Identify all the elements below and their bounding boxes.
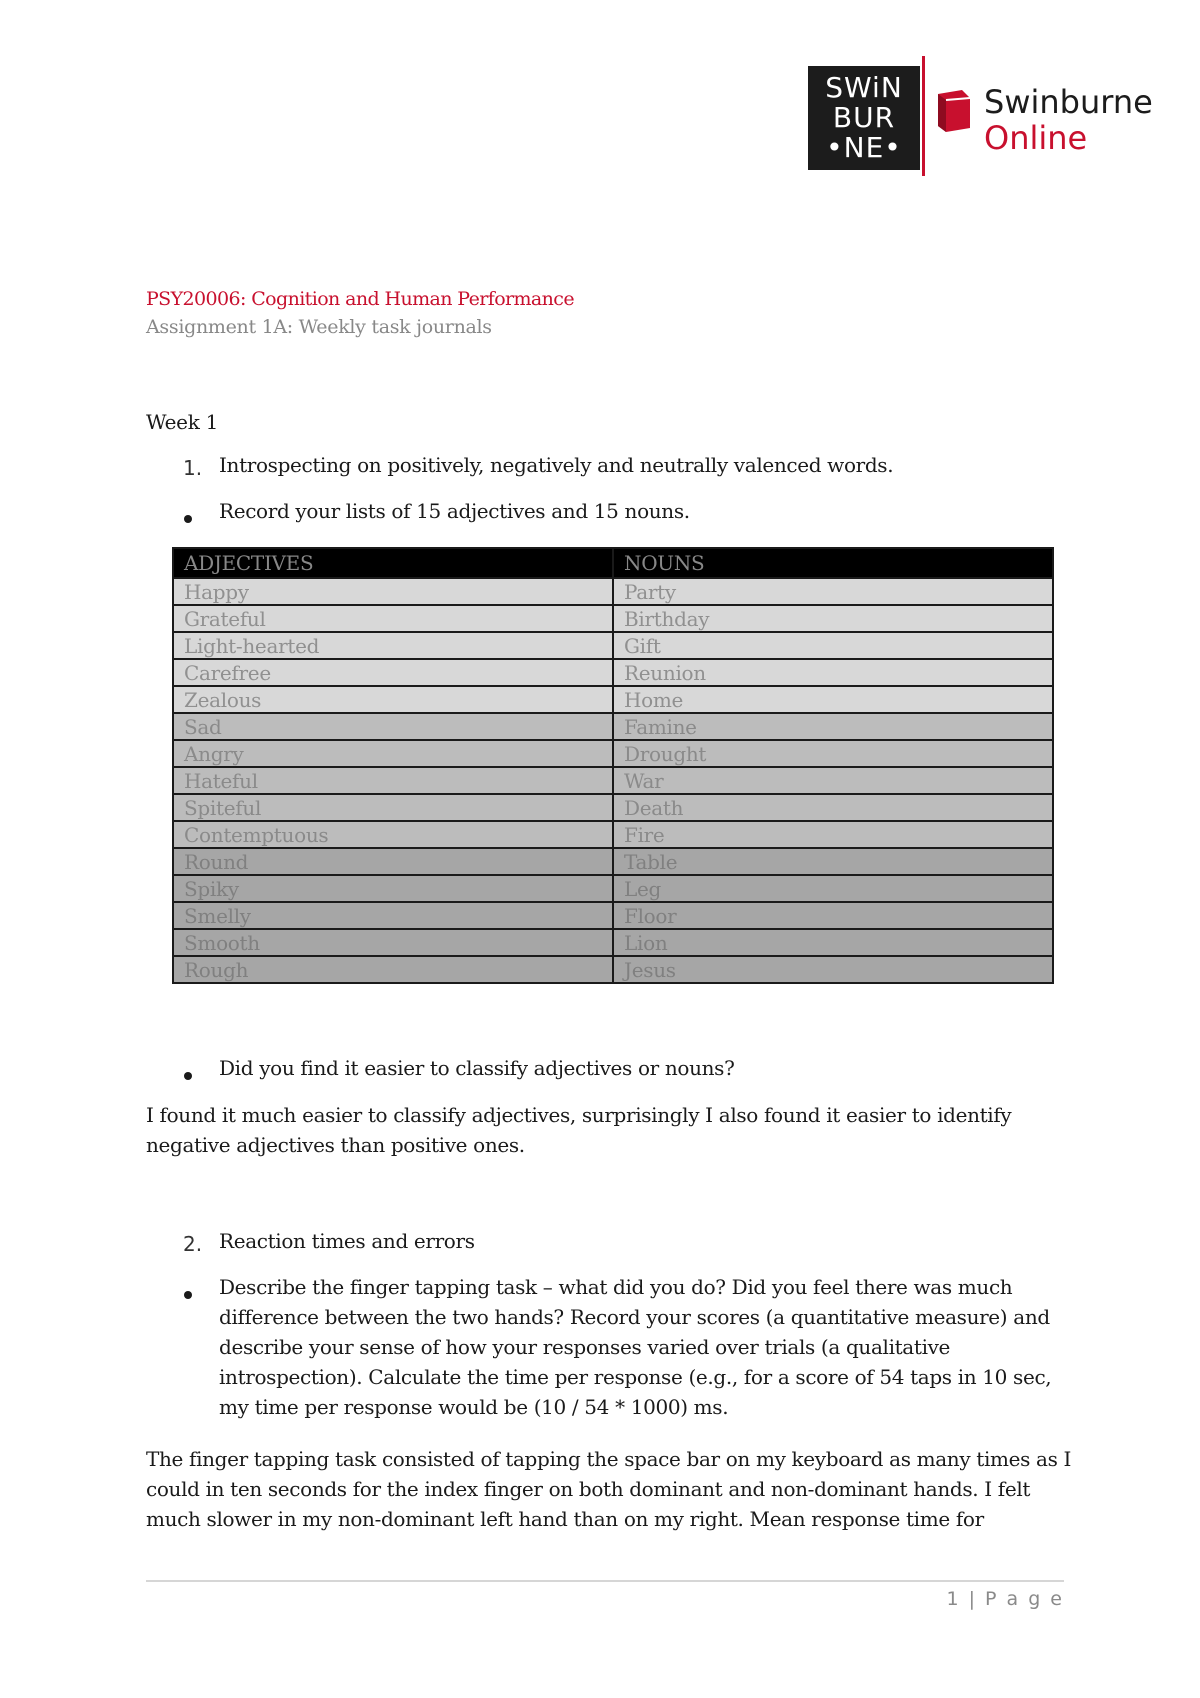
footer-divider (146, 1580, 1064, 1582)
table-cell: Angry (173, 740, 613, 767)
answer-paragraph (146, 1444, 1071, 1534)
answer-line: could in ten seconds for the index finger on both dominant and non-dominant hands. I felt (146, 1477, 1031, 1501)
crest-line: •NE• (826, 131, 902, 164)
nouns-header: NOUNS (613, 548, 1053, 578)
brand-line2: Online (984, 119, 1088, 157)
table-cell: Grateful (173, 605, 613, 632)
table-cell: Famine (613, 713, 1053, 740)
table-cell: Zealous (173, 686, 613, 713)
section-number: 1. (183, 456, 203, 480)
bullet-icon (184, 515, 192, 523)
table-cell: Gift (613, 632, 1053, 659)
table-row (173, 956, 1053, 983)
table-cell: Birthday (613, 605, 1053, 632)
table-cell: Light-hearted (173, 632, 613, 659)
week-heading: Week 1 (146, 410, 218, 434)
adjectives-header: ADJECTIVES (173, 548, 613, 578)
answer-line: I found it much easier to classify adjectives, surprisingly I also found it easier to identify (146, 1103, 1012, 1127)
table-cell: Happy (173, 578, 613, 605)
table-row (173, 632, 1053, 659)
crest-line: SWiN (825, 71, 903, 104)
bullet-line: describe your sense of how your responses varied over trials (a qualitative (219, 1335, 951, 1359)
bullet-line: introspection). Calculate the time per response (e.g., for a score of 54 taps in 10 sec, (219, 1365, 1052, 1389)
table-row (173, 740, 1053, 767)
table-cell: Fire (613, 821, 1053, 848)
table-cell: Smooth (173, 929, 613, 956)
table-row (173, 848, 1053, 875)
table-row (173, 713, 1053, 740)
bullet-text: Did you find it easier to classify adjectives or nouns? (219, 1056, 735, 1080)
answer-paragraph (146, 1100, 1011, 1160)
book-icon (932, 88, 976, 138)
table-cell: Lion (613, 929, 1053, 956)
swinburne-crest (808, 66, 920, 170)
table-cell: Drought (613, 740, 1053, 767)
table-cell: Spiteful (173, 794, 613, 821)
table-row (173, 659, 1053, 686)
table-cell: Sad (173, 713, 613, 740)
answer-line: much slower in my non-dominant left hand than on my right. Mean response time for (146, 1507, 984, 1531)
answer-line: negative adjectives than positive ones. (146, 1133, 525, 1157)
page-number: 1 | P a g e (946, 1588, 1064, 1610)
word-lists-table (172, 547, 1054, 984)
table-row (173, 875, 1053, 902)
table-cell: Home (613, 686, 1053, 713)
table-cell: Jesus (613, 956, 1053, 983)
course-title: PSY20006: Cognition and Human Performance (146, 288, 574, 310)
section-title: Reaction times and errors (219, 1229, 475, 1253)
table-cell: Floor (613, 902, 1053, 929)
table-cell: Carefree (173, 659, 613, 686)
bullet-line: my time per response would be (10 / 54 * 1000) ms. (219, 1395, 729, 1419)
table-cell: Hateful (173, 767, 613, 794)
table-row (173, 929, 1053, 956)
crest-line: BUR (832, 101, 896, 134)
table-row (173, 821, 1053, 848)
table-cell: Leg (613, 875, 1053, 902)
assignment-title: Assignment 1A: Weekly task journals (146, 316, 492, 338)
table-cell: Round (173, 848, 613, 875)
table-header-row (173, 548, 1053, 578)
table-cell: Table (613, 848, 1053, 875)
swinburne-logo (808, 56, 1168, 180)
table-cell: Smelly (173, 902, 613, 929)
table-cell: Reunion (613, 659, 1053, 686)
table-cell: War (613, 767, 1053, 794)
table-row (173, 686, 1053, 713)
table-cell: Spiky (173, 875, 613, 902)
logo-divider (922, 56, 925, 176)
table-row (173, 578, 1053, 605)
bullet-icon (184, 1072, 192, 1080)
table-cell: Rough (173, 956, 613, 983)
bullet-icon (184, 1291, 192, 1299)
brand-line1: Swinburne (984, 83, 1153, 121)
table-cell: Party (613, 578, 1053, 605)
table-cell: Contemptuous (173, 821, 613, 848)
table-row (173, 794, 1053, 821)
table-row (173, 605, 1053, 632)
brand-name (984, 84, 1153, 156)
answer-line: The finger tapping task consisted of tapping the space bar on my keyboard as many times as I (146, 1447, 1072, 1471)
bullet-line: difference between the two hands? Record your scores (a quantitative measure) and (219, 1305, 1050, 1329)
section-title: Introspecting on positively, negatively and neutrally valenced words. (219, 453, 894, 477)
bullet-line: Describe the finger tapping task – what did you do? Did you feel there was much (219, 1275, 1013, 1299)
bullet-text: Record your lists of 15 adjectives and 15 nouns. (219, 499, 690, 523)
bullet-text (219, 1272, 1051, 1422)
table-row (173, 902, 1053, 929)
table-cell: Death (613, 794, 1053, 821)
section-number: 2. (183, 1232, 203, 1256)
table-row (173, 767, 1053, 794)
